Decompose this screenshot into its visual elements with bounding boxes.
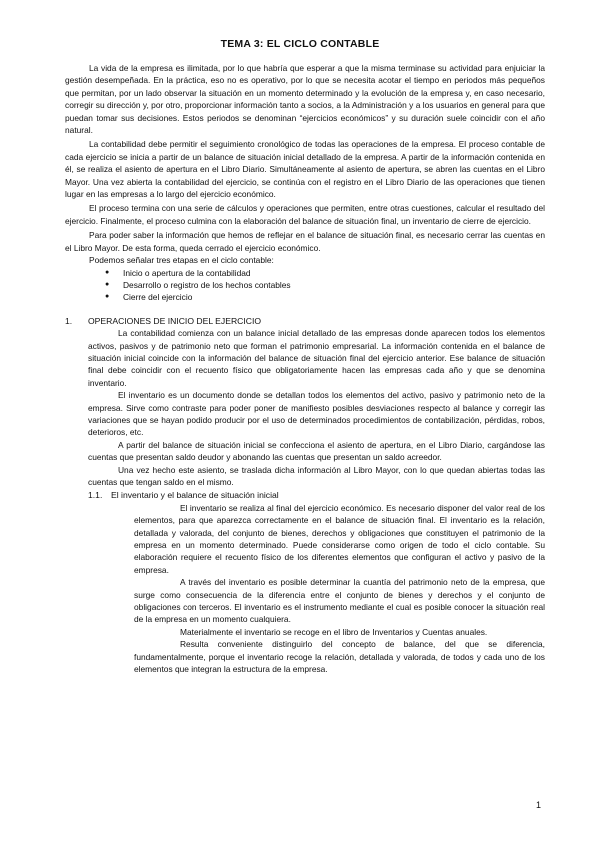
section-paragraph: Una vez hecho este asiento, se traslada dicha información al Libro Mayor, con lo que quedan abiertas todas las cuentas que tengan saldo en el mismo. [88,464,545,487]
subsection-paragraph: A través del inventario es posible determinar la cuantía del patrimonio neto de la empresa, que surge como consecuencia de la diferencia entre el conjunto de bienes y derechos y el conjunto de obligaciones con terceros. El inventario es el instrumento mediante el cual es posible conocer la situación real de la empresa en un momento cualquiera. [134,577,545,625]
section-paragraph: El inventario es un documento donde se detallan todos los elementos del activo, pasivo y patrimonio neto de la empresa. Sirve como contraste para poder poner de manifiesto posibles desviaciones respecto al balance y corregir las variaciones que se hayan podido producir por el uso de determinados procedimientos de contabilización, pérdidas, robos, deterioros, etc. [88,390,545,438]
subsection-title: El inventario y el balance de situación inicial [111,490,279,501]
stage-item: ● Desarrollo o registro de los hechos contables [105,279,545,291]
subsection-paragraph: El inventario se realiza al final del ejercicio económico. Es necesario disponer del valor real de los elementos, para que aparezca correctamente en el balance de situación final. El inventario es la relación, detallada y valorada, del conjunto de bienes, derechos y obligaciones que constituyen el patrimonio de la empresa en un momento determinado. Puede considerarse como origen de todo el ciclo contable. Su elaboración requiere el recuento físico de los diferentes elementos que configuran el activo y pasivo de la empresa. [134,502,545,575]
intro-paragraph: La vida de la empresa es ilimitada, por lo que habría que esperar a que la misma terminase su actividad para enjuiciar la gestión desempeñada. En la práctica, eso no es operativo, por lo que se necesita acotar el tiempo en periodos más pequeños que permitan, por un lado observar la situación en un momento determinado y la evolución de la empresa y, en caso necesario, corregir su dirección y, por otro, proporcionar información tanto a socios, a la Administración y a los usuarios en general para que puedan tomar sus decisiones. Estos periodos se denominan “ejercicios económicos” y su duración suele coincidir con el año natural. [65,63,545,136]
stages-list [65,267,545,304]
section-paragraph: La contabilidad comienza con un balance inicial detallado de las empresas donde aparecen todos los elementos activos, pasivos y de patrimonio neto que forman el patrimonio empresarial. La información contenida en el balance de situación inicial coincide con la información del balance de situación final del ejercicio anterior. Ese balance de situación final debe coincidir con el recuento físico que obligatoriamente hacen las empresas cada año y que se denomina inventario. [88,328,545,388]
subsection-number: 1.1. [88,490,103,501]
document-body [65,62,545,676]
section-title: OPERACIONES DE INICIO DEL EJERCICIO [88,315,262,326]
section-content [65,327,545,675]
intro-paragraph: La contabilidad debe permitir el seguimiento cronológico de todas las operaciones de la empresa. El proceso contable de cada ejercicio se inicia a partir de un balance de situación inicial detallado de la empresa. A partir de la información contenida en él, se realiza el asiento de apertura en el Libro Diario. Simultáneamente al asiento de apertura, se abren las cuentas en el Libro Mayor. Una vez abierta la contabilidad del ejercicio, se continúa con el registro en el Libro Diario de las operaciones que tienen lugar en las empresas a lo largo del ejercicio económico. [65,139,545,200]
subsection-heading [88,489,545,501]
section-number: 1. [65,315,73,326]
section-heading [65,315,545,327]
page-number: 1 [536,800,542,810]
subsection-content [88,502,545,676]
section-paragraph: A partir del balance de situación inicial se confecciona el asiento de apertura, en el Libro Diario, cargándose las cuentas que presentan saldo deudor y abonando las cuentas que presentan un saldo acreedor. [88,439,545,463]
intro-paragraph: El proceso termina con una serie de cálculos y operaciones que permiten, entre otras cuestiones, calcular el resultado del ejercicio. Finalmente, el proceso culmina con la elaboración del balance de situación final, un inventario de cierre de ejercicio. [65,203,545,226]
subsection-paragraph: Resulta conveniente distinguirlo del concepto de balance, del que se diferencia, fundamentalmente, porque el inventario recoge la relación, detallada y valorada, de todos y cada uno de los elementos que integran la estructura de la empresa. [134,639,545,675]
intro-paragraph: Para poder saber la información que hemos de reflejar en el balance de situación final, es necesario cerrar las cuentas en el Libro Mayor. De esta forma, queda cerrado el ejercicio económico. [65,230,545,253]
subsection-paragraph: Materialmente el inventario se recoge en el libro de Inventarios y Cuentas anuales. [180,626,488,637]
stage-item: ● Inicio o apertura de la contabilidad [105,267,545,279]
document-title: TEMA 3: EL CICLO CONTABLE [220,38,380,50]
stage-item: ● Cierre del ejercicio [105,291,545,303]
stages-intro: Podemos señalar tres etapas en el ciclo contable: [89,255,274,266]
